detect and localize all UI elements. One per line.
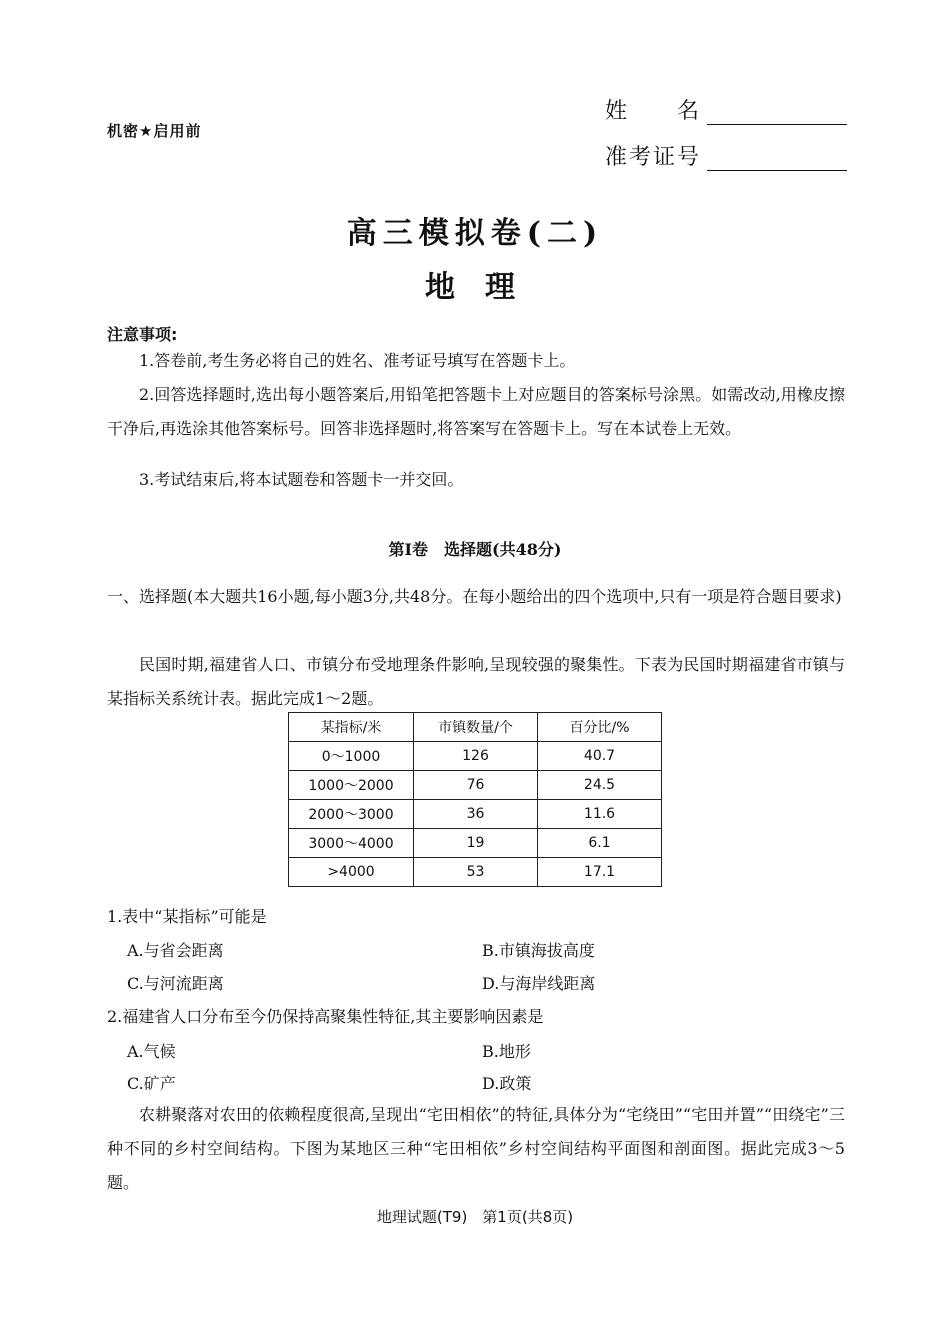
question-1-option-a: A.与省会距离 bbox=[127, 941, 224, 960]
table-cell: 1000～2000 bbox=[289, 771, 414, 800]
table-row bbox=[289, 742, 662, 771]
question-2-stem: 2.福建省人口分布至今仍保持高聚集性特征,其主要影响因素是 bbox=[107, 1007, 544, 1026]
question-1-option-d: D.与海岸线距离 bbox=[482, 974, 596, 993]
question-1-option-b: B.市镇海拔高度 bbox=[482, 941, 595, 960]
name-label: 姓 名 bbox=[605, 99, 702, 124]
statistics-table bbox=[288, 712, 662, 887]
exam-id-field bbox=[605, 140, 847, 171]
question-1-stem: 1.表中“某指标”可能是 bbox=[107, 907, 267, 926]
table-cell: 11.6 bbox=[538, 800, 662, 829]
table-cell: 3000～4000 bbox=[289, 829, 414, 858]
name-field bbox=[605, 94, 847, 125]
notice-item-1: 1.答卷前,考生务必将自己的姓名、准考证号填写在答题卡上。 bbox=[139, 351, 576, 370]
table-header: 市镇数量/个 bbox=[414, 713, 538, 742]
table-cell: 53 bbox=[414, 858, 538, 887]
page-footer: 地理试题(T9) 第1页(共8页) bbox=[376, 1208, 574, 1226]
table-cell: 17.1 bbox=[538, 858, 662, 887]
table-row bbox=[289, 858, 662, 887]
table-cell: 40.7 bbox=[538, 742, 662, 771]
table-header: 百分比/% bbox=[538, 713, 662, 742]
table-cell: 36 bbox=[414, 800, 538, 829]
passage-1: 民国时期,福建省人口、市镇分布受地理条件影响,呈现较强的聚集性。下表为民国时期福建省市镇与某指标关系统计表。据此完成1～2题。 bbox=[107, 655, 845, 708]
table-cell: 19 bbox=[414, 829, 538, 858]
table-row bbox=[289, 800, 662, 829]
notice-item-2: 2.回答选择题时,选出每小题答案后,用铅笔把答题卡上对应题目的答案标号涂黑。如需改动,用橡皮擦干净后,再选涂其他答案标号。回答非选择题时,将答案写在答题卡上。写在本试卷上无效。 bbox=[107, 385, 845, 438]
table-cell: 126 bbox=[414, 742, 538, 771]
passage-2: 农耕聚落对农田的依赖程度很高,呈现出“宅田相依”的特征,具体分为“宅绕田”“宅田并置”“田绕宅”三种不同的乡村空间结构。下图为某地区三种“宅田相依”乡村空间结构平面图和剖面图。据此完成3～5题。 bbox=[107, 1105, 845, 1192]
name-blank-line bbox=[707, 100, 847, 125]
table-row bbox=[289, 829, 662, 858]
question-2-option-d: D.政策 bbox=[482, 1074, 532, 1093]
exam-title: 高三模拟卷(二) bbox=[346, 216, 604, 251]
table-header: 某指标/米 bbox=[289, 713, 414, 742]
table-row bbox=[289, 771, 662, 800]
question-2-option-c: C.矿产 bbox=[127, 1074, 176, 1093]
part-one-intro: 一、选择题(本大题共16小题,每小题3分,共48分。在每小题给出的四个选项中,只有一项是符合题目要求) bbox=[107, 587, 842, 606]
table-header-row bbox=[289, 713, 662, 742]
question-1-option-c: C.与河流距离 bbox=[127, 974, 224, 993]
table-cell: 2000～3000 bbox=[289, 800, 414, 829]
confidential-label: 机密★启用前 bbox=[107, 122, 202, 140]
notice-heading: 注意事项: bbox=[107, 325, 178, 344]
exam-id-blank-line bbox=[707, 146, 847, 171]
table-cell: >4000 bbox=[289, 858, 414, 887]
subject-title: 地理 bbox=[425, 270, 545, 305]
exam-id-label: 准考证号 bbox=[605, 145, 702, 170]
table-cell: 0～1000 bbox=[289, 742, 414, 771]
question-2-option-a: A.气候 bbox=[127, 1042, 176, 1061]
question-2-option-b: B.地形 bbox=[482, 1042, 531, 1061]
table-cell: 24.5 bbox=[538, 771, 662, 800]
table-cell: 76 bbox=[414, 771, 538, 800]
notice-item-3: 3.考试结束后,将本试题卷和答题卡一并交回。 bbox=[139, 470, 464, 489]
section-title: 第Ⅰ卷 选择题(共48分) bbox=[388, 540, 562, 559]
table-cell: 6.1 bbox=[538, 829, 662, 858]
